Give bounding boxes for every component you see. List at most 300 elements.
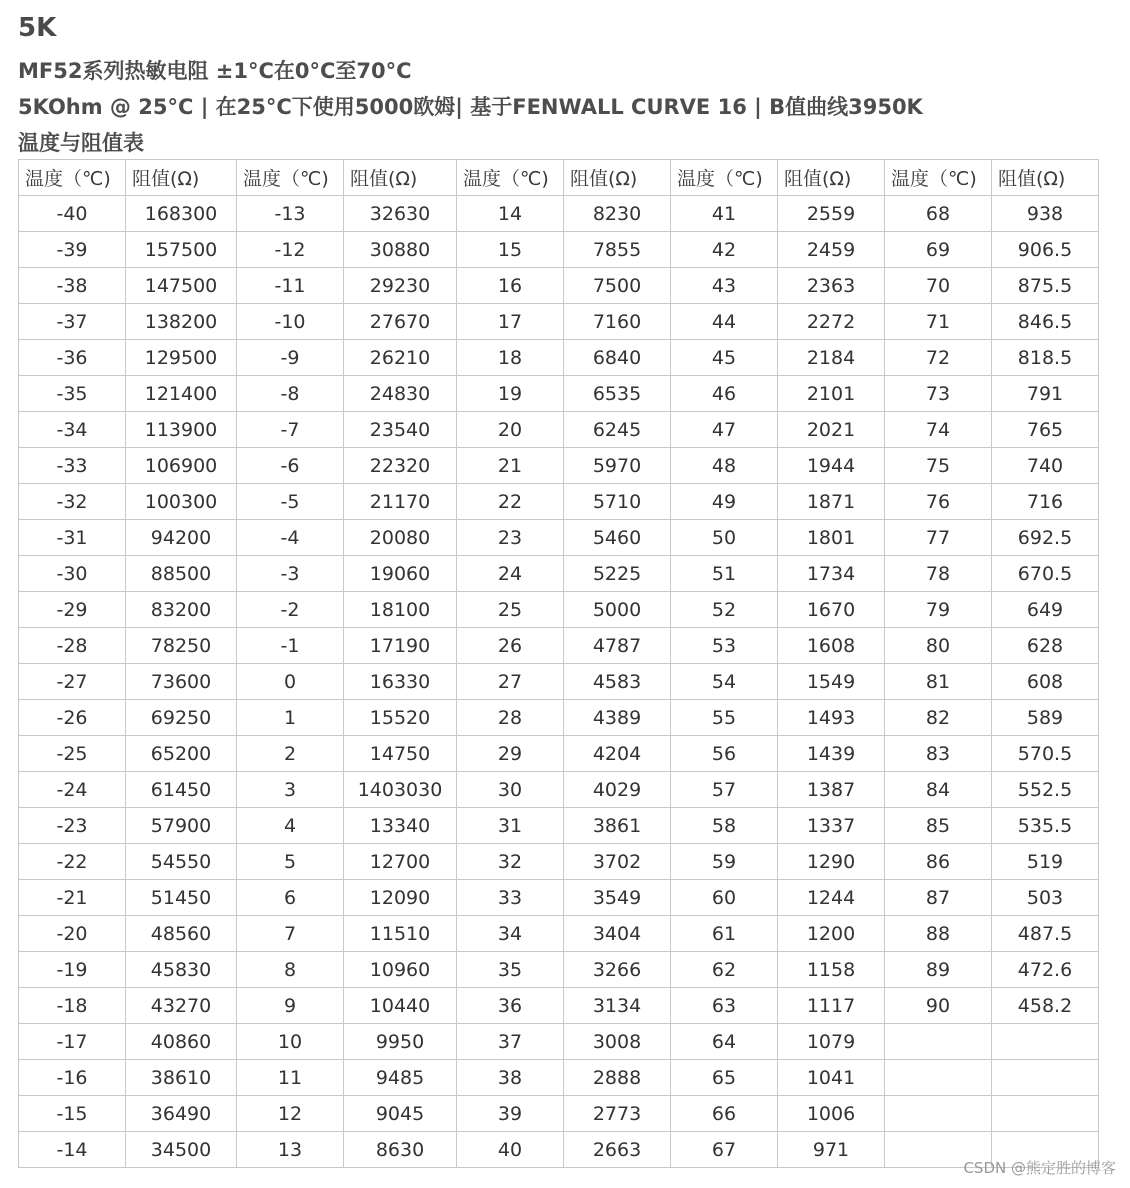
temperature-cell: 46 [671,376,778,412]
resistance-cell: 38610 [126,1060,237,1096]
resistance-cell: 100300 [126,484,237,520]
spec-line: 5KOhm @ 25°C | 在25°C下使用5000欧姆| 基于FENWALL CURVE 16 | B值曲线3950K [18,95,923,119]
resistance-cell: 1041 [778,1060,885,1096]
temperature-cell: 81 [885,664,992,700]
temperature-cell: 21 [457,448,564,484]
temperature-cell: 82 [885,700,992,736]
resistance-cell: 2272 [778,304,885,340]
temperature-cell: 33 [457,880,564,916]
resistance-cell: 13340 [344,808,457,844]
resistance-cell: 29230 [344,268,457,304]
table-row [19,1060,1099,1096]
resistance-cell: 65200 [126,736,237,772]
temperature-cell: 73 [885,376,992,412]
temperature-cell: -5 [237,484,344,520]
temperature-cell: 62 [671,952,778,988]
temperature-cell: 79 [885,592,992,628]
resistance-cell: 4583 [564,664,671,700]
temperature-cell: 22 [457,484,564,520]
temperature-cell: -3 [237,556,344,592]
temperature-cell: 3 [237,772,344,808]
temperature-cell: 61 [671,916,778,952]
temperature-cell: -17 [19,1024,126,1060]
temperature-cell: -39 [19,232,126,268]
table-row [19,304,1099,340]
table-row [19,1024,1099,1060]
temperature-cell: 27 [457,664,564,700]
temperature-cell: 88 [885,916,992,952]
temperature-cell: 72 [885,340,992,376]
temperature-cell: 44 [671,304,778,340]
table-row [19,340,1099,376]
resistance-cell: 2888 [564,1060,671,1096]
temperature-cell: 10 [237,1024,344,1060]
temperature-cell: 52 [671,592,778,628]
resistance-cell: 628 [992,628,1099,664]
resistance-cell: 147500 [126,268,237,304]
temperature-cell: 59 [671,844,778,880]
resistance-cell: 3266 [564,952,671,988]
table-row [19,916,1099,952]
temperature-cell: 15 [457,232,564,268]
temperature-cell: -35 [19,376,126,412]
temperature-cell: 5 [237,844,344,880]
temperature-cell: 50 [671,520,778,556]
resistance-cell: 48560 [126,916,237,952]
temperature-cell: -11 [237,268,344,304]
temperature-cell: 36 [457,988,564,1024]
table-row [19,448,1099,484]
resistance-cell: 157500 [126,232,237,268]
resistance-cell [992,1096,1099,1132]
temperature-cell: -9 [237,340,344,376]
temperature-cell: -37 [19,304,126,340]
temperature-cell: -34 [19,412,126,448]
table-row [19,1096,1099,1132]
temperature-cell: -6 [237,448,344,484]
resistance-cell: 12090 [344,880,457,916]
temperature-cell: 42 [671,232,778,268]
resistance-cell: 458.2 [992,988,1099,1024]
temperature-cell: -33 [19,448,126,484]
resistance-cell: 5000 [564,592,671,628]
resistance-cell: 3134 [564,988,671,1024]
temperature-cell: 1 [237,700,344,736]
resistance-cell [992,1024,1099,1060]
table-row [19,556,1099,592]
table-row [19,736,1099,772]
resistance-cell: 589 [992,700,1099,736]
temperature-cell: -29 [19,592,126,628]
resistance-cell: 45830 [126,952,237,988]
temperature-cell: -36 [19,340,126,376]
resistance-cell: 168300 [126,196,237,232]
temperature-cell: 47 [671,412,778,448]
temperature-cell: 85 [885,808,992,844]
resistance-cell: 8630 [344,1132,457,1168]
temperature-cell: 86 [885,844,992,880]
resistance-cell: 12700 [344,844,457,880]
temperature-cell: 2 [237,736,344,772]
resistance-cell: 716 [992,484,1099,520]
temperature-cell: 68 [885,196,992,232]
resistance-cell: 1200 [778,916,885,952]
temperature-cell: 48 [671,448,778,484]
resistance-cell: 670.5 [992,556,1099,592]
table-row [19,232,1099,268]
resistance-cell: 791 [992,376,1099,412]
temperature-cell: 0 [237,664,344,700]
resistance-cell: 818.5 [992,340,1099,376]
resistance-cell: 1549 [778,664,885,700]
resistance-cell: 1734 [778,556,885,592]
temperature-cell: 37 [457,1024,564,1060]
temperature-cell: 49 [671,484,778,520]
resistance-cell: 519 [992,844,1099,880]
resistance-cell: 1158 [778,952,885,988]
resistance-cell: 5225 [564,556,671,592]
table-row [19,1132,1099,1168]
table-row [19,808,1099,844]
temperature-cell: 41 [671,196,778,232]
resistance-cell: 3008 [564,1024,671,1060]
resistance-cell: 3404 [564,916,671,952]
resistance-cell: 51450 [126,880,237,916]
resistance-cell: 1387 [778,772,885,808]
table-row [19,484,1099,520]
temperature-cell: 40 [457,1132,564,1168]
resistance-cell: 1403030 [344,772,457,808]
temperature-cell: -31 [19,520,126,556]
resistance-cell: 971 [778,1132,885,1168]
resistance-cell: 2363 [778,268,885,304]
temperature-cell: 26 [457,628,564,664]
resistance-cell: 2021 [778,412,885,448]
resistance-cell: 1439 [778,736,885,772]
resistance-cell: 9485 [344,1060,457,1096]
temperature-cell: 90 [885,988,992,1024]
resistance-cell: 3861 [564,808,671,844]
table-row [19,700,1099,736]
table-row [19,376,1099,412]
temperature-cell: -21 [19,880,126,916]
temperature-cell: 9 [237,988,344,1024]
table-row [19,268,1099,304]
resistance-cell: 24830 [344,376,457,412]
column-header-resistance: 阻值(Ω) [992,160,1099,196]
temperature-cell: 18 [457,340,564,376]
temperature-cell: 60 [671,880,778,916]
temperature-cell: -2 [237,592,344,628]
temperature-cell: 28 [457,700,564,736]
temperature-cell [885,1060,992,1096]
resistance-cell: 30880 [344,232,457,268]
resistance-cell: 5970 [564,448,671,484]
resistance-cell: 1079 [778,1024,885,1060]
temperature-cell: 89 [885,952,992,988]
temperature-cell: 34 [457,916,564,952]
resistance-cell: 3549 [564,880,671,916]
table-title: 温度与阻值表 [18,131,144,155]
resistance-cell: 113900 [126,412,237,448]
resistance-cell: 6840 [564,340,671,376]
resistance-cell: 4204 [564,736,671,772]
resistance-cell: 740 [992,448,1099,484]
table-row [19,628,1099,664]
temperature-cell: -10 [237,304,344,340]
temperature-cell [885,1024,992,1060]
resistance-cell: 4787 [564,628,671,664]
resistance-cell: 106900 [126,448,237,484]
resistance-cell: 1608 [778,628,885,664]
resistance-cell: 692.5 [992,520,1099,556]
resistance-cell: 1493 [778,700,885,736]
resistance-cell: 906.5 [992,232,1099,268]
column-header-resistance: 阻值(Ω) [344,160,457,196]
resistance-cell: 535.5 [992,808,1099,844]
resistance-cell: 6535 [564,376,671,412]
resistance-cell: 1944 [778,448,885,484]
table-row [19,952,1099,988]
resistance-cell: 10960 [344,952,457,988]
temperature-cell: 56 [671,736,778,772]
temperature-cell: 25 [457,592,564,628]
column-header-temperature: 温度（℃) [671,160,778,196]
temperature-cell: 71 [885,304,992,340]
temperature-cell: 39 [457,1096,564,1132]
temperature-cell: 6 [237,880,344,916]
temperature-cell: 43 [671,268,778,304]
table-row [19,844,1099,880]
temperature-cell: 19 [457,376,564,412]
resistance-cell: 23540 [344,412,457,448]
resistance-cell: 16330 [344,664,457,700]
resistance-cell: 14750 [344,736,457,772]
column-header-temperature: 温度（℃) [457,160,564,196]
resistance-cell: 129500 [126,340,237,376]
temperature-cell: 24 [457,556,564,592]
resistance-cell: 20080 [344,520,457,556]
table-row [19,520,1099,556]
temperature-cell: -8 [237,376,344,412]
temperature-cell: 12 [237,1096,344,1132]
temperature-cell: -24 [19,772,126,808]
resistance-cell: 2184 [778,340,885,376]
temperature-cell: 53 [671,628,778,664]
resistance-cell: 6245 [564,412,671,448]
table-header-row [19,160,1099,196]
temperature-cell: -15 [19,1096,126,1132]
resistance-cell: 2663 [564,1132,671,1168]
temperature-cell: -32 [19,484,126,520]
resistance-cell: 875.5 [992,268,1099,304]
resistance-cell: 15520 [344,700,457,736]
temperature-cell: -16 [19,1060,126,1096]
resistance-cell: 121400 [126,376,237,412]
temperature-cell: -20 [19,916,126,952]
resistance-cell: 73600 [126,664,237,700]
resistance-cell: 1337 [778,808,885,844]
resistance-cell: 94200 [126,520,237,556]
resistance-cell: 1871 [778,484,885,520]
temperature-cell: 66 [671,1096,778,1132]
resistance-cell: 552.5 [992,772,1099,808]
resistance-cell: 938 [992,196,1099,232]
resistance-cell: 69250 [126,700,237,736]
temperature-cell: 23 [457,520,564,556]
resistance-cell: 608 [992,664,1099,700]
temperature-cell: 69 [885,232,992,268]
resistance-cell: 4389 [564,700,671,736]
temperature-cell: -19 [19,952,126,988]
temperature-cell: 70 [885,268,992,304]
temperature-cell [885,1096,992,1132]
resistance-cell: 2459 [778,232,885,268]
temperature-cell: -25 [19,736,126,772]
temperature-cell: 31 [457,808,564,844]
temperature-cell: 20 [457,412,564,448]
resistance-cell: 40860 [126,1024,237,1060]
temperature-cell: 30 [457,772,564,808]
resistance-cell: 2773 [564,1096,671,1132]
temperature-cell: -13 [237,196,344,232]
table-row [19,988,1099,1024]
resistance-cell: 2559 [778,196,885,232]
temperature-cell: 16 [457,268,564,304]
temperature-cell: -30 [19,556,126,592]
table-row [19,412,1099,448]
resistance-cell: 7160 [564,304,671,340]
temperature-cell: 84 [885,772,992,808]
resistance-cell: 570.5 [992,736,1099,772]
column-header-temperature: 温度（℃) [19,160,126,196]
resistance-cell: 138200 [126,304,237,340]
temperature-cell: -38 [19,268,126,304]
resistance-cell: 7500 [564,268,671,304]
resistance-cell: 472.6 [992,952,1099,988]
temperature-cell: 63 [671,988,778,1024]
resistance-cell: 10440 [344,988,457,1024]
resistance-cell: 19060 [344,556,457,592]
temperature-cell: 83 [885,736,992,772]
resistance-cell: 43270 [126,988,237,1024]
resistance-cell: 5710 [564,484,671,520]
column-header-temperature: 温度（℃) [885,160,992,196]
resistance-cell: 846.5 [992,304,1099,340]
temperature-cell: 11 [237,1060,344,1096]
temperature-cell: 4 [237,808,344,844]
column-header-resistance: 阻值(Ω) [564,160,671,196]
column-header-resistance: 阻值(Ω) [778,160,885,196]
resistance-cell: 5460 [564,520,671,556]
resistance-cell: 26210 [344,340,457,376]
temperature-cell: 38 [457,1060,564,1096]
temperature-cell: 14 [457,196,564,232]
resistance-cell: 54550 [126,844,237,880]
resistance-cell: 7855 [564,232,671,268]
table-row [19,592,1099,628]
resistance-cell: 32630 [344,196,457,232]
resistance-cell: 1244 [778,880,885,916]
temperature-cell: 75 [885,448,992,484]
resistance-cell: 1006 [778,1096,885,1132]
resistance-cell: 61450 [126,772,237,808]
table-row [19,664,1099,700]
temperature-cell: 45 [671,340,778,376]
temperature-cell: -28 [19,628,126,664]
table-row [19,772,1099,808]
resistance-cell: 649 [992,592,1099,628]
resistance-cell: 8230 [564,196,671,232]
temperature-cell: 64 [671,1024,778,1060]
temperature-cell: 8 [237,952,344,988]
temperature-cell: -40 [19,196,126,232]
resistance-cell: 3702 [564,844,671,880]
resistance-cell: 487.5 [992,916,1099,952]
temperature-cell: -1 [237,628,344,664]
resistance-cell: 1801 [778,520,885,556]
temperature-cell: 32 [457,844,564,880]
temperature-cell: -4 [237,520,344,556]
resistance-cell: 4029 [564,772,671,808]
temperature-cell: 67 [671,1132,778,1168]
resistance-cell: 27670 [344,304,457,340]
resistance-cell: 22320 [344,448,457,484]
temperature-cell: -18 [19,988,126,1024]
temperature-cell: 51 [671,556,778,592]
resistance-cell: 9950 [344,1024,457,1060]
temperature-cell: -7 [237,412,344,448]
temperature-cell: -14 [19,1132,126,1168]
resistance-cell: 11510 [344,916,457,952]
resistance-cell: 1290 [778,844,885,880]
temperature-cell: -12 [237,232,344,268]
resistance-cell: 9045 [344,1096,457,1132]
temperature-cell: 76 [885,484,992,520]
temperature-cell: 74 [885,412,992,448]
resistance-cell: 57900 [126,808,237,844]
resistance-cell: 2101 [778,376,885,412]
resistance-cell: 1670 [778,592,885,628]
column-header-resistance: 阻值(Ω) [126,160,237,196]
temperature-cell: 54 [671,664,778,700]
page-title: 5K [18,13,57,43]
temperature-cell: 55 [671,700,778,736]
temperature-cell: 87 [885,880,992,916]
temperature-cell: 57 [671,772,778,808]
table-row [19,196,1099,232]
resistance-table [18,159,1099,1168]
temperature-cell: 35 [457,952,564,988]
resistance-cell: 21170 [344,484,457,520]
temperature-cell: 29 [457,736,564,772]
column-header-temperature: 温度（℃) [237,160,344,196]
resistance-cell [992,1060,1099,1096]
resistance-cell: 34500 [126,1132,237,1168]
table-row [19,880,1099,916]
resistance-cell: 36490 [126,1096,237,1132]
resistance-cell: 78250 [126,628,237,664]
temperature-cell: 17 [457,304,564,340]
resistance-cell: 1117 [778,988,885,1024]
product-subtitle: MF52系列热敏电阻 ±1°C在0°C至70°C [18,59,412,83]
resistance-cell: 83200 [126,592,237,628]
temperature-cell: -27 [19,664,126,700]
temperature-cell: 77 [885,520,992,556]
resistance-cell: 765 [992,412,1099,448]
temperature-cell: -22 [19,844,126,880]
resistance-cell: 17190 [344,628,457,664]
